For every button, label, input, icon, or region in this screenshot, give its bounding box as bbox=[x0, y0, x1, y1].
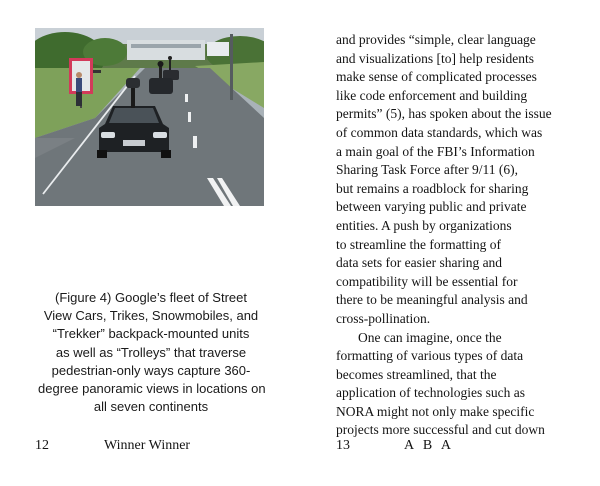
paragraph-first-line: One can imagine, once the bbox=[358, 329, 502, 345]
caption-line: degree panoramic views in locations on bbox=[38, 381, 266, 397]
body-line: entities. A push by organizations bbox=[336, 217, 512, 233]
body-line: to streamline the formatting of bbox=[336, 236, 501, 252]
left-page-number: 12 bbox=[35, 438, 49, 453]
street-view-cars-photo bbox=[35, 28, 264, 206]
caption-line: as well as “Trolleys” that traverse bbox=[55, 344, 247, 360]
right-running-title: A B A bbox=[404, 438, 455, 453]
body-line: becomes streamlined, that the bbox=[336, 366, 497, 382]
body-line: application of technologies such as bbox=[336, 385, 525, 401]
body-line: of common data standards, which was bbox=[336, 124, 543, 140]
body-line: between varying public and private bbox=[336, 199, 527, 215]
body-line: a main goal of the FBI’s Information bbox=[336, 143, 535, 159]
body-line: compatibility will be essential for bbox=[336, 273, 518, 289]
caption-line: pedestrian-only ways capture 360- bbox=[51, 362, 251, 378]
right-page-number: 13 bbox=[336, 438, 350, 453]
caption-line: (Figure 4) Google’s fleet of Street bbox=[55, 290, 247, 305]
body-line: there to be meaningful analysis and bbox=[336, 292, 528, 308]
body-line: formatting of various types of data bbox=[336, 348, 524, 364]
body-line: make sense of complicated processes bbox=[336, 69, 537, 85]
left-running-title: Winner Winner bbox=[104, 438, 191, 453]
caption-line: View Cars, Trikes, Snowmobiles, and bbox=[43, 308, 259, 324]
body-line: permits” (5), has spoken about the issue bbox=[336, 106, 552, 122]
body-line: Sharing Task Force after 9/11 (6), bbox=[336, 162, 519, 178]
body-line: and visualizations [to] help residents bbox=[336, 50, 534, 66]
figure-caption bbox=[38, 289, 264, 416]
body-line: projects more successful and cut down bbox=[336, 422, 545, 438]
body-line: cross-pollination. bbox=[336, 310, 431, 326]
body-line: like code enforcement and building bbox=[336, 87, 528, 103]
caption-line: all seven continents bbox=[93, 399, 209, 415]
caption-line: “Trekker” backpack-mounted units bbox=[52, 326, 250, 342]
body-line: and provides “simple, clear language bbox=[336, 32, 536, 47]
body-line: data sets for easier sharing and bbox=[336, 255, 503, 271]
body-text bbox=[336, 31, 574, 440]
body-line: NORA might not only make specific bbox=[336, 403, 535, 419]
body-line: but remains a roadblock for sharing bbox=[336, 180, 529, 196]
